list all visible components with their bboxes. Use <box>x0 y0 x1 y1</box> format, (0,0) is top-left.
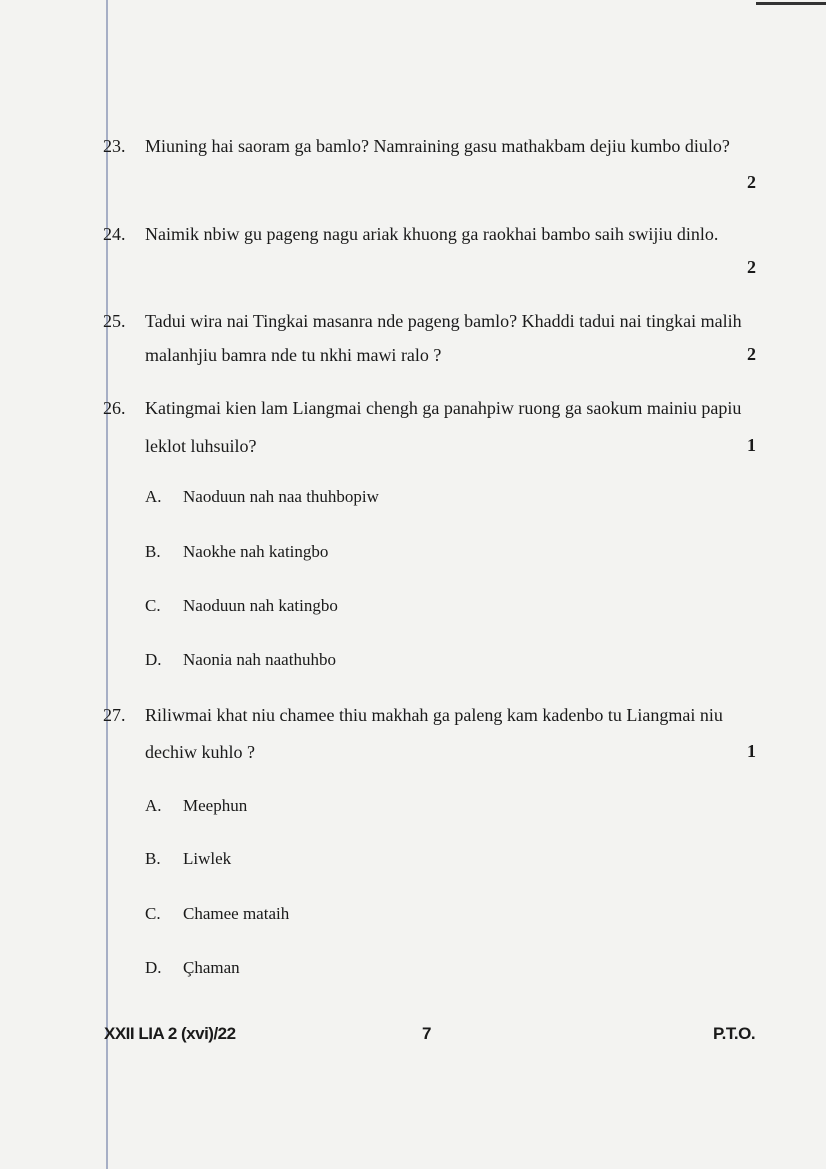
option-label: C. <box>145 904 161 923</box>
option-a <box>145 795 247 817</box>
question-number: 26. <box>103 398 126 418</box>
question-text: Naimik nbiw gu pageng nagu ariak khuong ga raokhai bambo saih swijiu dinlo. <box>145 224 719 244</box>
option-label: C. <box>145 596 161 615</box>
option-text: Naoduun nah naa thuhbopiw <box>183 487 379 506</box>
question-26-marks: 1 <box>747 435 756 455</box>
option-a <box>145 486 379 508</box>
option-b <box>145 541 328 563</box>
question-number: 23. <box>103 136 126 156</box>
question-27-marks: 1 <box>747 741 756 761</box>
option-text: Naokhe nah katingbo <box>183 542 329 561</box>
question-text: malanhjiu bamra nde tu nkhi mawi ralo ? <box>145 345 442 365</box>
question-text: Tadui wira nai Tingkai masanra nde pageng bamlo? Khaddi tadui nai tingkai malih <box>145 311 742 331</box>
page-number: 7 <box>422 1024 431 1043</box>
option-c <box>145 903 289 925</box>
question-number: 24. <box>103 224 126 244</box>
question-25-marks: 2 <box>747 344 756 364</box>
option-label: B. <box>145 542 161 561</box>
question-text: leklot luhsuilo? <box>145 436 257 456</box>
question-number: 27. <box>103 705 126 725</box>
question-text: Miuning hai saoram ga bamlo? Namraining gasu mathakbam dejiu kumbo diulo? <box>145 136 730 156</box>
question-text: Riliwmai khat niu chamee thiu makhah ga paleng kam kadenbo tu Liangmai niu <box>145 705 723 725</box>
option-d <box>145 649 336 671</box>
option-text: Çhaman <box>183 958 240 977</box>
question-text: Katingmai kien lam Liangmai chengh ga panahpiw ruong ga saokum mainiu papiu <box>145 398 742 418</box>
option-label: D. <box>145 650 162 669</box>
margin-line <box>106 0 108 1169</box>
option-c <box>145 595 338 617</box>
option-text: Meephun <box>183 796 248 815</box>
option-text: Naoduun nah katingbo <box>183 596 338 615</box>
option-text: Chamee mataih <box>183 904 290 923</box>
option-label: A. <box>145 796 162 815</box>
question-23-marks: 2 <box>747 172 756 192</box>
paper-code: XXII LIA 2 (xvi)/22 <box>104 1024 236 1043</box>
option-b <box>145 848 231 870</box>
question-text: dechiw kuhlo ? <box>145 742 255 762</box>
option-text: Naonia nah naathuhbo <box>183 650 336 669</box>
option-label: A. <box>145 487 162 506</box>
option-text: Liwlek <box>183 849 232 868</box>
option-label: D. <box>145 958 162 977</box>
please-turn-over: P.T.O. <box>713 1024 756 1043</box>
top-edge-mark <box>756 2 826 5</box>
option-label: B. <box>145 849 161 868</box>
option-d <box>145 957 240 979</box>
question-number: 25. <box>103 311 126 331</box>
question-24-marks: 2 <box>747 257 756 277</box>
